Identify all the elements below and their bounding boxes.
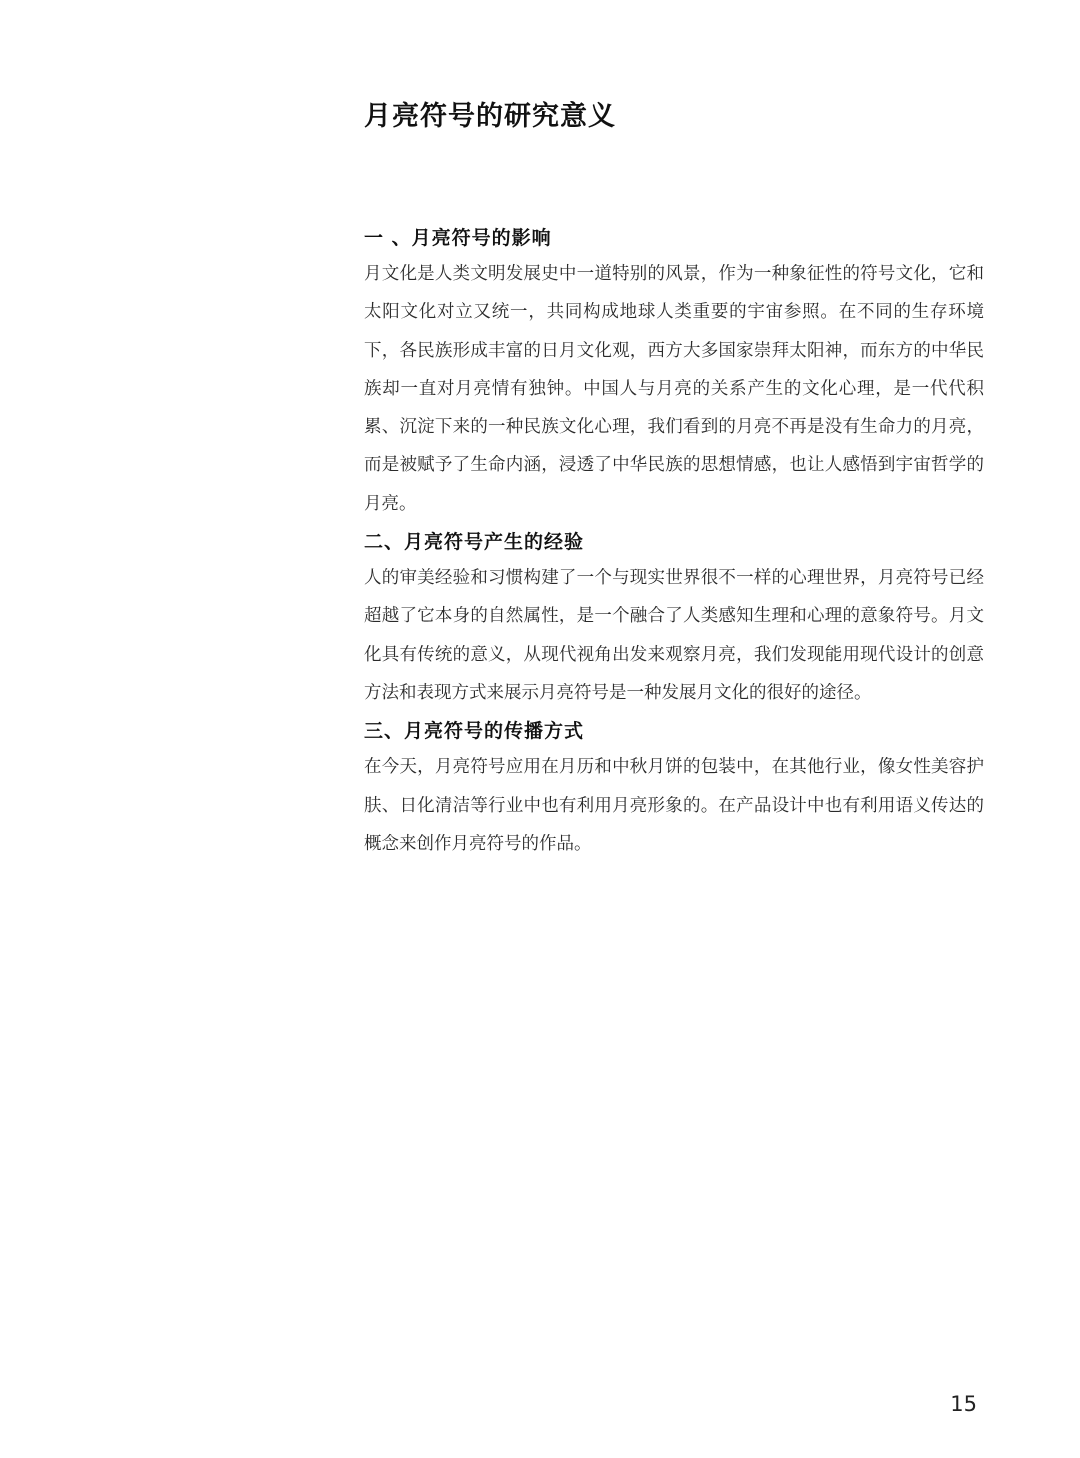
- section-dissemination: [364, 714, 984, 863]
- section-influence: [364, 221, 984, 523]
- section-paragraph: 人的审美经验和习惯构建了一个与现实世界很不一样的心理世界，月亮符号已经超越了它本身的自然属性，是一个融合了人类感知生理和心理的意象符号。月文化具有传统的意义，从现代视角出发来观察月亮，我们发现能用现代设计的创意方法和表现方式来展示月亮符号是一种发展月文化的很好的途径。: [364, 568, 984, 703]
- page-number: 15: [950, 1392, 977, 1416]
- article-content: [364, 221, 984, 865]
- section-heading: 二、月亮符号产生的经验: [364, 531, 585, 554]
- page-title: 月亮符号的研究意义: [364, 101, 616, 132]
- section-heading: 三、月亮符号的传播方式: [364, 720, 585, 743]
- section-paragraph: 在今天，月亮符号应用在月历和中秋月饼的包装中，在其他行业，像女性美容护肤、日化清洁等行业中也有利用月亮形象的。在产品设计中也有利用语义传达的概念来创作月亮符号的作品。: [364, 757, 984, 854]
- section-experience: [364, 525, 984, 712]
- section-paragraph: 月文化是人类文明发展史中一道特别的风景，作为一种象征性的符号文化，它和太阳文化对立又统一，共同构成地球人类重要的宇宙参照。在不同的生存环境下，各民族形成丰富的日月文化观，西方大多国家崇拜太阳神，而东方的中华民族却一直对月亮情有独钟。中国人与月亮的关系产生的文化心理，是一代代积累、沉淀下来的一种民族文化心理，我们看到的月亮不再是没有生命力的月亮，而是被赋予了生命内涵，浸透了中华民族的思想情感，也让人感悟到宇宙哲学的月亮。: [364, 264, 984, 514]
- section-heading: 一 、月亮符号的影响: [364, 227, 552, 249]
